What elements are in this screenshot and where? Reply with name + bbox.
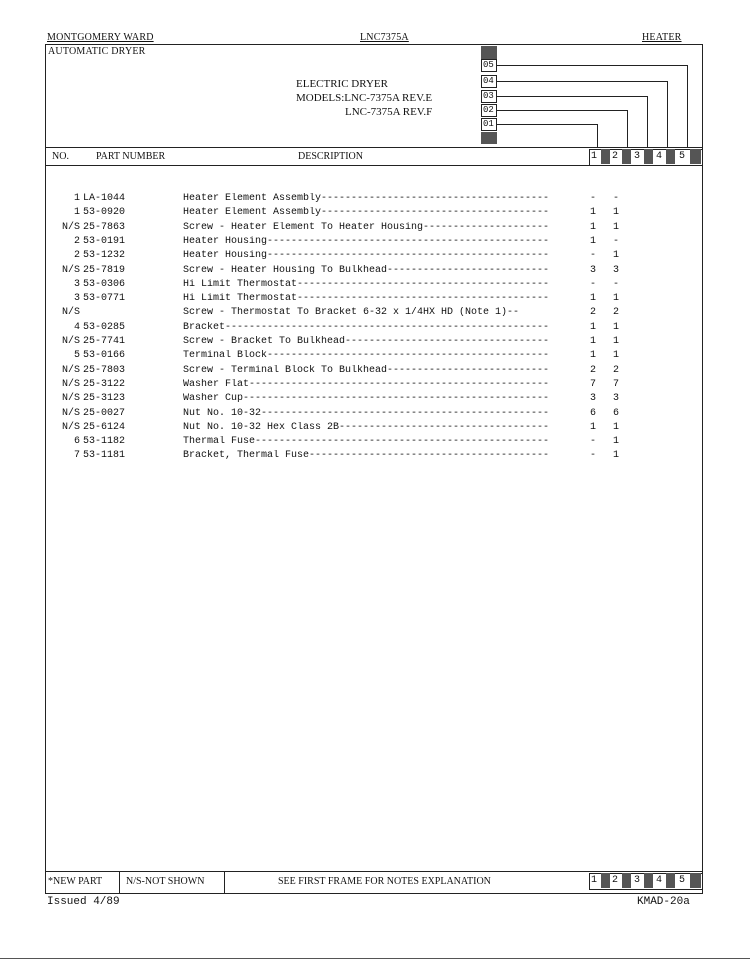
part-row-part-number: 25-7741 [83,336,126,347]
part-row-part-number: 53-0771 [83,293,126,305]
part-row-qty-frame-2: 1 [613,336,620,347]
part-row-description: Nut No. 10-32 Hex Class 2B----------------------------------- [183,421,550,433]
part-row-number: N/S [61,307,80,319]
part-row-qty-frame-1: - [590,436,597,448]
part-row-qty-frame-1: 6 [590,407,597,419]
part-row-part-number: 53-0285 [83,321,126,333]
part-row-number: 3 [73,293,80,305]
part-row-part-number: 25-7819 [83,264,126,276]
issued-date: Issued 4/89 [47,896,120,908]
part-row-description: Heater Element Assembly-------------------------------------- [183,193,550,204]
part-row-part-number: 25-6124 [83,421,126,433]
part-row-qty-frame-1: 1 [590,421,597,433]
revision-cap-top [481,46,497,59]
footer-frame-3: 3 [634,875,641,886]
part-row [0,222,750,236]
part-row-qty-frame-1: 1 [590,221,597,233]
part-row-qty-frame-2: 2 [613,307,620,319]
footer-frame-5: 5 [679,875,686,886]
part-row-description: Nut No. 10-32------------------------------------------------ [183,407,550,419]
part-row [0,422,750,436]
header-brand: MONTGOMERY WARD [47,32,154,43]
part-row-part-number: 53-0166 [83,350,126,362]
part-row [0,436,750,450]
col-header-part-number: PART NUMBER [96,151,166,162]
part-row-qty-frame-2: 7 [613,378,620,390]
frame-4: 4 [656,151,663,162]
part-row-qty-frame-1: 2 [590,307,597,319]
part-row-part-number: 25-7863 [83,221,126,233]
footer-frame-4: 4 [656,875,663,886]
part-row-qty-frame-2: 1 [613,293,620,305]
part-row-description: Bracket------------------------------------------------------ [183,321,550,333]
part-row-description: Bracket, Thermal Fuse---------------------------------------- [183,450,550,462]
frame-5: 5 [679,151,686,162]
part-row-part-number: 25-3122 [83,378,126,390]
part-row-qty-frame-2: 1 [613,350,620,362]
part-row-qty-frame-1: - [590,193,597,204]
part-row-qty-frame-1: 7 [590,378,597,390]
revision-01: 01 [481,118,497,131]
part-row-number: 6 [73,436,80,448]
part-row-qty-frame-1: 1 [590,235,597,247]
part-row-number: N/S [61,264,80,276]
part-row-number: N/S [61,407,80,419]
col-header-description: DESCRIPTION [298,151,364,162]
part-row-qty-frame-2: - [613,278,620,290]
part-row-number: N/S [61,378,80,390]
revision-05: 05 [481,59,497,72]
product-title: ELECTRIC DRYER [296,78,388,90]
part-row [0,393,750,407]
part-row-description: Thermal Fuse------------------------------------------------- [183,436,550,448]
part-row-qty-frame-1: - [590,250,597,262]
part-row-number: N/S [61,393,80,405]
page-frame [45,44,703,894]
models-line-2: LNC-7375A REV.F [345,106,433,118]
part-row-qty-frame-2: 3 [613,393,620,405]
part-row-part-number: 53-1182 [83,436,126,448]
header-subtitle: AUTOMATIC DRYER [48,46,146,57]
part-row-number: 1 [73,193,80,204]
part-row-qty-frame-2: 6 [613,407,620,419]
footer-new-part: *NEW PART [48,876,103,887]
frame-2: 2 [612,151,619,162]
revision-02: 02 [481,104,497,117]
part-row-part-number: 53-1181 [83,450,126,462]
frame-1: 1 [591,151,598,162]
part-row-description: Heater Housing----------------------------------------------- [183,235,550,247]
part-row-number: N/S [61,421,80,433]
part-row [0,250,750,264]
footer-not-shown: N/S-NOT SHOWN [126,876,205,887]
part-row-part-number: 25-0027 [83,407,126,419]
frame-3: 3 [634,151,641,162]
part-row-number: 7 [73,450,80,462]
part-row-part-number: 25-7803 [83,364,126,376]
part-row-qty-frame-2: 1 [613,207,620,219]
part-row-qty-frame-2: 1 [613,421,620,433]
part-row-qty-frame-2: 1 [613,450,620,462]
part-row-number: N/S [61,364,80,376]
part-row-number: 4 [73,321,80,333]
part-row-number: 5 [73,350,80,362]
part-row-number: N/S [61,336,80,347]
part-row-qty-frame-2: 1 [613,250,620,262]
part-row-qty-frame-1: 1 [590,336,597,347]
part-row-description: Terminal Block----------------------------------------------- [183,350,550,362]
part-row-description: Washer Flat-------------------------------------------------- [183,378,550,390]
models-line-1: MODELS:LNC-7375A REV.E [296,92,433,104]
part-row-qty-frame-2: 3 [613,264,620,276]
part-row-description: Screw - Thermostat To Bracket 6-32 x 1/4HX HD (Note 1)-- [183,307,520,319]
part-row-qty-frame-1: 1 [590,207,597,219]
part-row-qty-frame-1: 3 [590,393,597,405]
part-row-number: 2 [73,250,80,262]
header-section: HEATER [642,32,682,43]
col-header-no: NO. [52,151,69,162]
part-row-part-number: 53-0306 [83,278,126,290]
part-row-number: 1 [73,207,80,219]
revision-cap-bottom [481,132,497,144]
part-row-qty-frame-1: 3 [590,264,597,276]
part-row-qty-frame-1: 1 [590,321,597,333]
part-row-qty-frame-1: 2 [590,364,597,376]
header-model-code: LNC7375A [360,32,409,43]
part-row [0,307,750,321]
part-row [0,336,750,350]
part-row-qty-frame-1: 1 [590,293,597,305]
part-row [0,207,750,221]
part-row [0,350,750,364]
part-row-qty-frame-2: 1 [613,221,620,233]
part-row-description: Washer Cup--------------------------------------------------- [183,393,550,405]
revision-04: 04 [481,75,497,88]
part-row [0,293,750,307]
part-row-description: Screw - Heater Housing To Bulkhead--------------------------- [183,264,550,276]
part-row-description: Hi Limit Thermostat------------------------------------------ [183,278,550,290]
part-row-description: Hi Limit Thermostat------------------------------------------ [183,293,550,305]
part-row-description: Screw - Terminal Block To Bulkhead--------------------------- [183,364,550,376]
part-row-part-number: 53-1232 [83,250,126,262]
part-row-qty-frame-2: 1 [613,321,620,333]
part-row [0,379,750,393]
part-row-qty-frame-2: - [613,193,620,204]
part-row-part-number: 53-0191 [83,235,126,247]
part-row-part-number: 25-3123 [83,393,126,405]
footer-note: SEE FIRST FRAME FOR NOTES EXPLANATION [278,876,491,887]
document-code: KMAD-20a [637,896,690,908]
part-row [0,365,750,379]
part-row-qty-frame-1: 1 [590,350,597,362]
part-row-qty-frame-2: 2 [613,364,620,376]
part-row [0,265,750,279]
part-row [0,408,750,422]
footer-frame-1: 1 [591,875,598,886]
footer-frame-2: 2 [612,875,619,886]
part-row-description: Heater Housing----------------------------------------------- [183,250,550,262]
part-row-number: 2 [73,235,80,247]
revision-03: 03 [481,90,497,103]
part-row-part-number: 53-0920 [83,207,126,219]
part-row-part-number: LA-1044 [83,193,126,204]
part-row [0,450,750,464]
part-row-number: 3 [73,278,80,290]
part-row [0,236,750,250]
part-row-qty-frame-1: - [590,278,597,290]
part-row [0,279,750,293]
part-row-description: Screw - Heater Element To Heater Housing--------------------- [183,221,550,233]
part-row-description: Screw - Bracket To Bulkhead---------------------------------- [183,336,550,347]
part-row-description: Heater Element Assembly-------------------------------------- [183,207,550,219]
part-row-qty-frame-2: - [613,235,620,247]
part-row-number: N/S [61,221,80,233]
part-row-qty-frame-2: 1 [613,436,620,448]
part-row-qty-frame-1: - [590,450,597,462]
part-row [0,322,750,336]
part-row [0,193,750,207]
